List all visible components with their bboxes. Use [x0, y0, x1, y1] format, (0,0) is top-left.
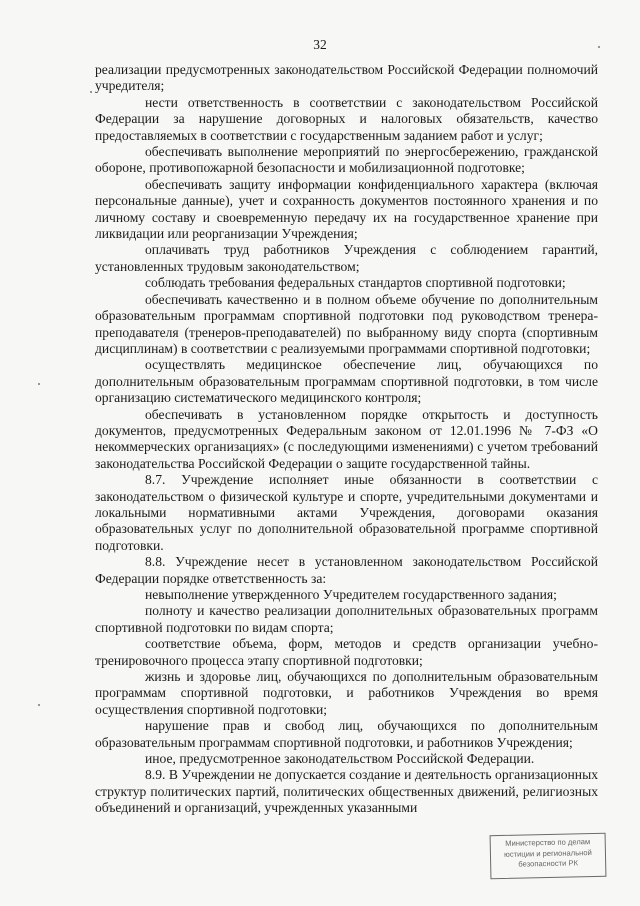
scan-speck: [38, 704, 40, 706]
scan-speck: [90, 91, 92, 93]
scan-speck: [38, 383, 40, 385]
paragraph: иное, предусмотренное законодательством Российской Федерации.: [145, 751, 535, 767]
page-number: 32: [313, 37, 327, 52]
paragraph: оплачивать труд работников Учреждения с соблюдением гарантий, установленных трудовым законодательством;: [95, 242, 598, 274]
paragraph: обеспечивать в установленном порядке открытость и доступность документов, предусмотренных Федеральным законом от 12.01.1996 № 7-ФЗ «О некоммерческих организациях» (с последующими изменениями) с учетом требований законодательства Российской Федерации о защите государственной тайны.: [95, 406, 598, 471]
paragraph: нести ответственность в соответствии с законодательством Российской Федерации за нарушение договорных и налоговых обязательств, качество предоставляемых в соответствии с государственным заданием работ и услуг;: [95, 94, 598, 143]
paragraph: обеспечивать выполнение мероприятий по энергосбережению, гражданской обороне, противопожарной безопасности и мобилизационной подготовке;: [95, 144, 598, 176]
paragraph: нарушение прав и свобод лиц, обучающихся по дополнительным образовательным программам спортивной подготовки, и работников Учреждения;: [95, 718, 598, 750]
paragraph: невыполнение утвержденного Учредителем государственного задания;: [145, 587, 557, 602]
stamp-line: Министерство по делам: [505, 837, 591, 848]
paragraph: соблюдать требования федеральных стандартов спортивной подготовки;: [145, 275, 566, 291]
stamp-line: юстиции и региональной: [504, 847, 592, 859]
paragraph: реализации предусмотренных законодательством Российской Федерации полномочий учредителя;: [95, 62, 598, 94]
registration-stamp: [490, 833, 607, 879]
paragraph: 8.7. Учреждение исполняет иные обязанности в соответствии с законодательством о физической культуре и спорте, учредительными документами и локальными нормативными актами Учреждения, договорами оказания образовательных услуг по дополнительной образовательной программе спортивной подготовки.: [95, 472, 598, 553]
paragraph: обеспечивать защиту информации конфиденциального характера (включая персональные данные), учет и сохранность документов постоянного хранения и по личному составу и своевременную передачу их на государственное хранение при ликвидации или реорганизации Учреждения;: [95, 176, 598, 242]
paragraph: полноту и качество реализации дополнительных образовательных программ спортивной подготовки по видам спорта;: [95, 603, 598, 635]
document-body: [95, 62, 598, 817]
paragraph: 8.8. Учреждение несет в установленном законодательством Российской Федерации порядке ответственность за:: [95, 554, 598, 586]
scan-speck: [598, 46, 600, 48]
paragraph: 8.9. В Учреждении не допускается создание и деятельность организационных структур политических партий, политических общественных движений, религиозных объединений и организаций, учрежденных указанными: [95, 767, 598, 816]
paragraph: жизнь и здоровье лиц, обучающихся по дополнительным образовательным программам спортивной подготовки, и работников Учреждения во время осуществления спортивной подготовки;: [95, 669, 598, 717]
paragraph: осуществлять медицинское обеспечение лиц, обучающихся по дополнительным образовательным программам спортивной подготовки, в том числе организацию систематического медицинского контроля;: [95, 357, 598, 406]
stamp-line: безопасности РК: [518, 858, 579, 869]
paragraph: обеспечивать качественно и в полном объеме обучение по дополнительным образовательным программам спортивной подготовки под руководством тренера-преподавателя (тренеров-преподавателей) по выбранному виду спорта (спортивным дисциплинам) в соответствии с реализуемыми программами спортивной подготовки;: [95, 291, 598, 356]
paragraph: соответствие объема, форм, методов и средств организации учебно-тренировочного процесса этапу спортивной подготовки;: [95, 636, 598, 668]
